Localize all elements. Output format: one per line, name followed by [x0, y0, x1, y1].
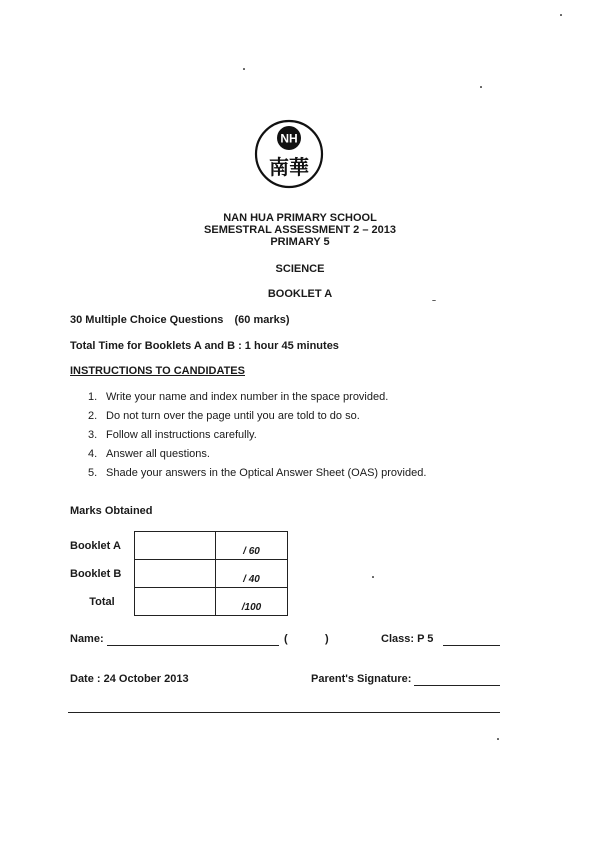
logo-chinese-text: 南華 — [269, 155, 309, 179]
score-cell — [135, 588, 216, 616]
instruction-item: 3. Follow all instructions carefully. — [88, 429, 257, 441]
table-row — [70, 532, 288, 560]
score-cell — [135, 532, 216, 560]
scan-speck — [432, 300, 436, 301]
score-cell — [135, 560, 216, 588]
scan-speck — [372, 576, 374, 578]
table-row — [70, 560, 288, 588]
school-logo — [254, 119, 324, 189]
logo-monogram: NH — [280, 131, 298, 146]
instructions-heading: INSTRUCTIONS TO CANDIDATES — [70, 365, 245, 377]
max-mark: / 40 — [216, 560, 288, 588]
scan-speck — [480, 86, 482, 88]
date-label: Date : 24 October 2013 — [70, 673, 189, 685]
booklet-label: BOOKLET A — [267, 288, 333, 300]
scan-speck — [497, 738, 499, 740]
row-label: Total — [89, 595, 115, 608]
table-row — [70, 588, 288, 616]
instruction-item: 5. Shade your answers in the Optical Answer Sheet (OAS) provided. — [88, 467, 427, 479]
questions-marks: (60 marks) — [234, 314, 290, 326]
assessment-title: SEMESTRAL ASSESSMENT 2 – 2013 — [204, 224, 396, 236]
index-paren-open: ( — [284, 633, 288, 645]
parent-signature-label: Parent's Signature: — [311, 673, 412, 685]
questions-info — [70, 314, 290, 326]
max-mark: /100 — [216, 588, 288, 616]
scan-speck — [243, 68, 245, 70]
marks-obtained-heading: Marks Obtained — [70, 505, 153, 517]
bottom-divider — [68, 712, 500, 713]
scan-speck — [560, 14, 562, 16]
instructions-list — [88, 388, 426, 483]
instruction-item: 2. Do not turn over the page until you are told to do so. — [88, 410, 360, 422]
class-blank — [443, 635, 500, 646]
row-label: Booklet B — [70, 567, 122, 580]
instruction-item: 1. Write your name and index number in the space provided. — [88, 391, 389, 403]
level: PRIMARY 5 — [270, 236, 330, 248]
name-blank — [107, 635, 279, 646]
school-crest-icon — [254, 119, 324, 189]
questions-count: 30 Multiple Choice Questions — [70, 314, 224, 326]
subject: SCIENCE — [275, 263, 325, 275]
name-label: Name: — [70, 633, 104, 645]
index-paren-close: ) — [325, 633, 329, 645]
school-name: NAN HUA PRIMARY SCHOOL — [223, 212, 377, 224]
signature-blank — [414, 675, 500, 686]
row-label: Booklet A — [70, 539, 121, 552]
instruction-item: 4. Answer all questions. — [88, 448, 210, 460]
class-label: Class: P 5 — [381, 633, 434, 645]
max-mark: / 60 — [216, 532, 288, 560]
marks-table — [70, 531, 288, 616]
total-time: Total Time for Booklets A and B : 1 hour 45 minutes — [70, 340, 339, 352]
